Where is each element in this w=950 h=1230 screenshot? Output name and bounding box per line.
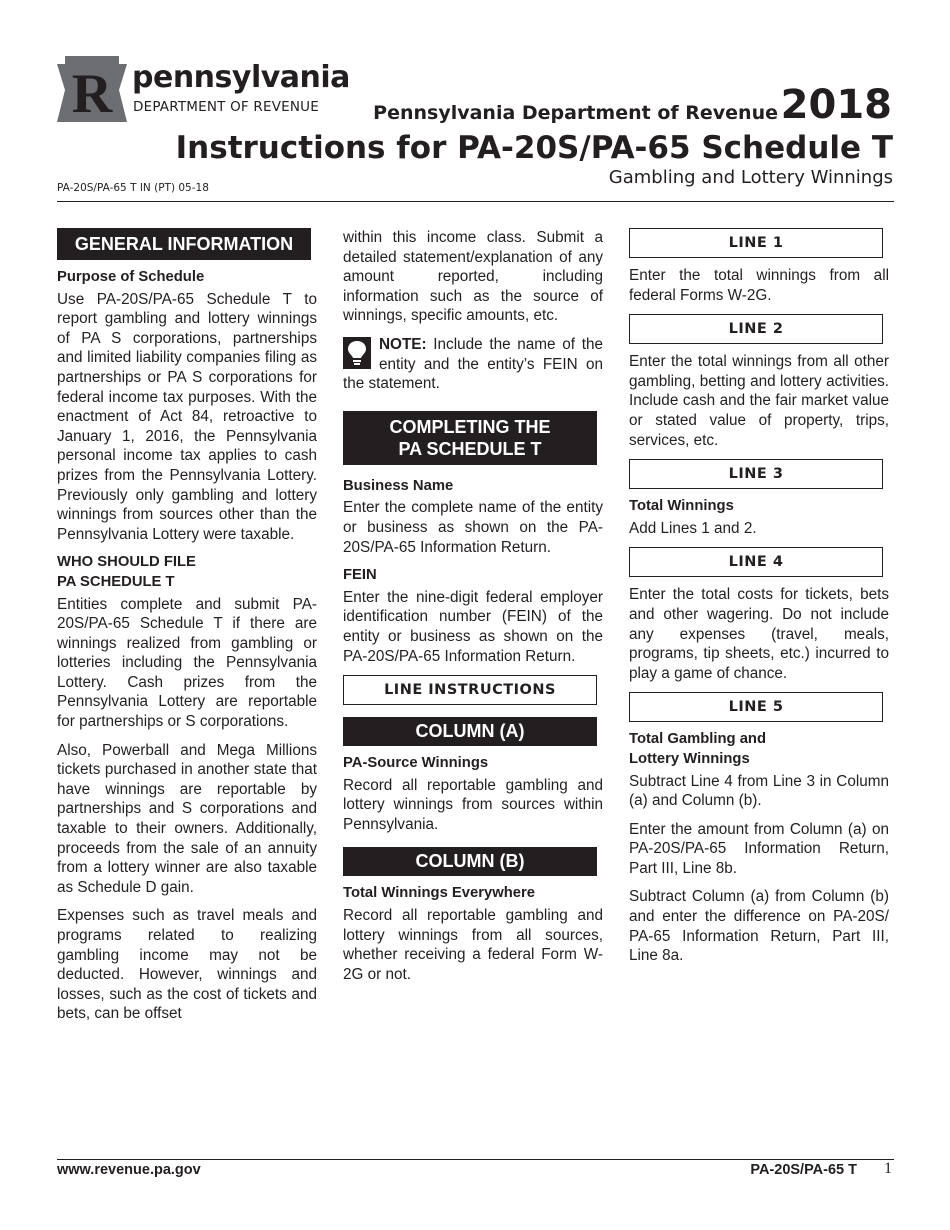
footer-form-code: PA-20S/PA-65 T <box>750 1162 857 1178</box>
note-label: NOTE: <box>379 335 427 353</box>
header-department: Pennsylvania Department of Revenue <box>373 102 778 124</box>
header-year: 2018 <box>780 82 892 128</box>
who-text-2: Also, Powerball and Mega Millions tickets purchased in another state that have winnings are reportable by partnerships and S corporations and taxable to their owners. Additionally, proceeds from the sale of an annuity from a lottery winner are also taxable as Schedule D gain. <box>57 741 317 896</box>
column-b-heading: Total Winnings Everywhere <box>343 885 535 902</box>
line-3-box: LINE 3 <box>629 459 883 489</box>
line-3-text: Add Lines 1 and 2. <box>629 519 757 537</box>
column-a-text: Record all reportable gambling and lottery winnings from sources within Pennsylvania. <box>343 776 603 833</box>
line-instructions-box: LINE INSTRUCTIONS <box>343 675 597 705</box>
page-subtitle: Gambling and Lottery Winnings <box>608 167 893 188</box>
logo-department: DEPARTMENT OF REVENUE <box>133 99 319 115</box>
line-2-text: Enter the total winnings from all other gambling, betting and lottery activities. Include cash and the fair market value or stated value of property, trips, services, etc. <box>629 353 889 449</box>
business-name-text: Enter the complete name of the entity or business as shown on the PA-20S/PA-65 Information Return. <box>343 499 603 556</box>
line-5-box: LINE 5 <box>629 692 883 722</box>
fein-text: Enter the nine-digit federal employer identification number (FEIN) of the entity or business as shown on the PA-20S/PA-65 Information Return. <box>343 588 603 665</box>
continued-text: within this income class. Submit a detailed statement/explanation of any amount reported, including information such as the source of winnings, specific amounts, etc. <box>343 229 603 325</box>
column-general-information <box>57 228 317 1033</box>
footer-url[interactable]: www.revenue.pa.gov <box>57 1162 201 1178</box>
line-3-heading: Total Winnings <box>629 498 734 515</box>
who-text-3: Expenses such as travel meals and programs related to realizing gambling income may not be deducted. However, winnings and losses, such as the cost of tickets and bets, can be offset <box>57 907 317 1023</box>
note-text: Include the name of the entity and the entity’s FEIN on the statement. <box>343 335 603 393</box>
who-heading-line-1: WHO SHOULD FILE <box>57 554 196 571</box>
line-5-heading-2: Lottery Winnings <box>629 750 750 767</box>
general-information-bar: GENERAL INFORMATION <box>57 228 311 260</box>
logo-letter: R <box>71 63 113 122</box>
line-5-heading-1: Total Gambling and <box>629 731 767 748</box>
footer-divider <box>57 1159 894 1160</box>
line-5-text-3: Subtract Column (a) from Column (b) and enter the difference on PA-20S/ PA-65 Information Return, Part III, Line 8a. <box>629 888 889 965</box>
who-text-1: Entities complete and submit PA-20S/PA-65 Schedule T if there are winnings realized from gambling or lotteries including the Pennsylvania Lottery. Cash prizes from the Pennsylvania Lottery are reportable for partnerships or S corporations. <box>57 595 317 731</box>
fein-heading: FEIN <box>343 567 377 584</box>
column-line-instructions <box>629 228 889 975</box>
line-4-text: Enter the total costs for tickets, bets and other wagering. Do not include any expenses (travel, meals, programs, tip sheets, etc.) incurred to play a game of chance. <box>629 586 889 682</box>
page-title: Instructions for PA-20S/PA-65 Schedule T <box>175 130 893 166</box>
page-number: 1 <box>884 1160 892 1177</box>
line-5-text-1: Subtract Line 4 from Line 3 in Column (a) and Column (b). <box>629 772 889 810</box>
header-divider <box>57 201 894 202</box>
who-heading-line-2: PA SCHEDULE T <box>57 573 175 590</box>
column-b-text: Record all reportable gambling and lottery winnings from all sources, whether receiving a federal Form W-2G or not. <box>343 907 603 983</box>
completing-bar <box>343 411 597 465</box>
note-block <box>343 335 603 394</box>
note-paragraph <box>343 335 603 394</box>
line-5-heading <box>629 730 889 769</box>
completing-bar-line-1: COMPLETING THE <box>389 416 551 437</box>
line-1-text: Enter the total winnings from all federal Forms W-2G. <box>629 267 889 304</box>
line-2-box: LINE 2 <box>629 314 883 344</box>
keystone-logo-icon <box>57 56 127 122</box>
line-5-text-2: Enter the amount from Column (a) on PA-20S/PA-65 Information Return, Part III, Line 8b. <box>629 820 889 877</box>
business-name-heading: Business Name <box>343 477 454 494</box>
column-b-bar: COLUMN (B) <box>343 847 597 876</box>
completing-bar-line-2: PA SCHEDULE T <box>398 438 542 459</box>
column-completing <box>343 228 603 993</box>
purpose-heading: Purpose of Schedule <box>57 269 205 285</box>
column-a-bar: COLUMN (A) <box>343 717 597 746</box>
purpose-text: Use PA-20S/PA-65 Schedule T to report gambling and lottery winnings of PA S corporations, partnerships and limited liability companies filing as partnerships or PA S corporations for federal income tax purposes. With the enactment of Act 84, retroactive to January 1, 2016, the Pennsylvania personal income tax applies to cash prizes from the Pennsylvania Lottery. Previously only gambling and lottery winnings from sources other than the Pennsylvania Lottery were taxable. <box>57 290 317 543</box>
logo-wordmark: pennsylvania <box>132 60 350 95</box>
line-4-box: LINE 4 <box>629 547 883 577</box>
column-a-heading: PA-Source Winnings <box>343 755 489 772</box>
line-1-box: LINE 1 <box>629 228 883 258</box>
lightbulb-icon <box>343 337 371 369</box>
who-should-file-heading <box>57 553 317 592</box>
form-code: PA-20S/PA-65 T IN (PT) 05-18 <box>57 182 209 194</box>
